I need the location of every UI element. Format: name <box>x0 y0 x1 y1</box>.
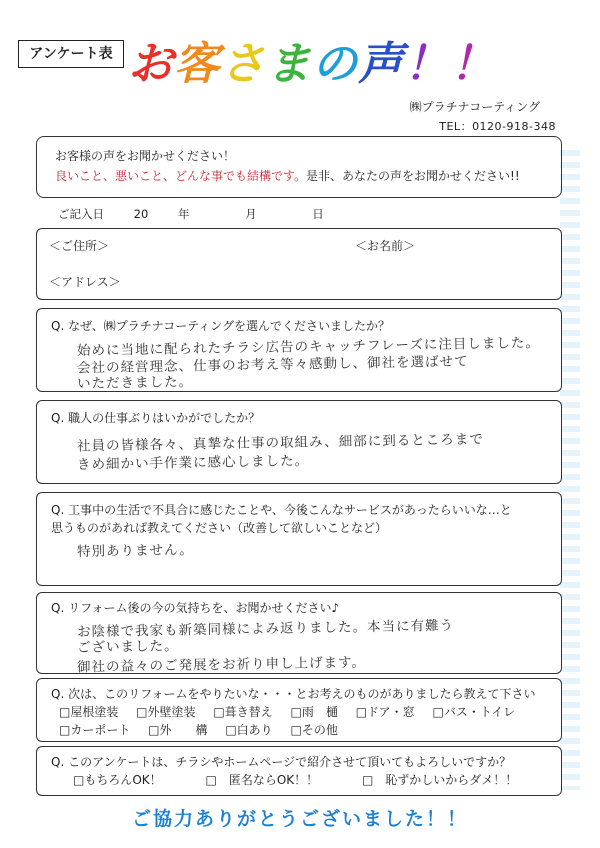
option-no[interactable]: □ 恥ずかしいからダメ！！ <box>361 773 518 787</box>
survey-tag: アンケート表 <box>18 40 124 68</box>
option-bath-toilet[interactable]: □バス・トイレ <box>432 705 516 719</box>
headline-char: ！ <box>404 37 451 90</box>
name-label: ＜お名前＞ <box>355 239 416 253</box>
headline-char: ！ <box>450 37 497 90</box>
intro-line-1: お客様の声をお聞かせください！ <box>55 149 236 163</box>
reform-options-row-2 <box>59 721 352 738</box>
intro-line-2-rest: 是非、あなたの声をお聞かせください!! <box>306 169 520 183</box>
answer-1-line-3: いただきました。 <box>76 373 194 393</box>
email-label: ＜アドレス＞ <box>49 275 121 289</box>
headline-char: の <box>312 37 359 90</box>
headline-char: ま <box>266 37 313 90</box>
entry-date <box>58 206 350 222</box>
answer-4-line-2: ございました。 <box>76 638 179 656</box>
intro-line-2-red: 良いこと、悪いこと、どんな事でも結構です。 <box>55 169 307 183</box>
question-box-4 <box>36 592 562 674</box>
question-5: Q. 次は、このリフォームをやりたいな・・・とお考えのものがありましたら教えて下さい <box>51 687 536 701</box>
answer-4-line-1: お陰様で我家も新築同様によみ返りました。本当に有難う <box>76 617 455 641</box>
thank-you-message: ご協力ありがとうございました！！ <box>131 808 468 830</box>
headline-char: さ <box>220 37 267 90</box>
question-box-3 <box>36 492 562 586</box>
entry-date-year: 年 <box>177 207 190 221</box>
address-label: ＜ご住所＞ <box>49 239 110 253</box>
question-6: Q. このアンケートは、チラシやホームページで紹介させて頂いてもよろしいですか？ <box>51 755 512 769</box>
question-4: Q. リフォーム後の今の気持ちを、お聞かせください♪ <box>51 601 340 615</box>
option-roof-painting[interactable]: □屋根塗装 <box>59 705 119 719</box>
option-reroofing[interactable]: □葺き替え <box>213 705 273 719</box>
publish-options <box>73 771 531 788</box>
headline <box>128 34 528 94</box>
telephone: TEL：0120-918-348 <box>439 120 556 133</box>
option-ok[interactable]: □もちろんOK！ <box>73 773 162 787</box>
intro-banner <box>36 136 562 198</box>
answer-3: 特別ありません。 <box>76 541 194 561</box>
company-name: ㈱プラチナコーティング <box>409 100 540 114</box>
option-other[interactable]: □その他 <box>290 723 338 737</box>
question-box-2 <box>36 400 562 484</box>
option-wall-painting[interactable]: □外壁塗装 <box>136 705 196 719</box>
question-3-line-2: 思うものがあれば教えてください（改善して欲しいことなど） <box>51 521 388 535</box>
question-3-line-1: Q. 工事中の生活で不具合に感じたことや、今後こんなサービスがあったらいいな…と <box>51 503 512 517</box>
answer-4-line-3: 御社の益々のご発展をお祈り申し上げます。 <box>76 654 367 676</box>
option-carport[interactable]: □カーポート <box>59 723 131 737</box>
decorative-stripe <box>560 150 580 790</box>
answer-2-line-2: きめ細かい手作業に感心しました。 <box>76 452 310 474</box>
headline-char: 客 <box>174 37 221 90</box>
question-box-6 <box>36 746 562 796</box>
answer-1-line-2: 会社の経営理念、仕事のお考え等々感動し、御社を選ばせて <box>76 353 469 377</box>
entry-date-day: 日 <box>312 207 324 221</box>
reform-options-row-1 <box>59 703 529 720</box>
question-2: Q. 職人の仕事ぶりはいかがでしたか？ <box>51 411 261 425</box>
option-anonymous-ok[interactable]: □ 匿名ならOK！！ <box>205 773 319 787</box>
entry-date-month: 月 <box>245 207 257 221</box>
address-box <box>36 228 562 300</box>
option-door-window[interactable]: □ドア・窓 <box>355 705 415 719</box>
option-termite[interactable]: □白あり <box>225 723 273 737</box>
question-box-5 <box>36 678 562 742</box>
headline-char: お <box>128 37 175 90</box>
option-exterior[interactable]: □外 構 <box>148 723 208 737</box>
entry-date-label: ご記入日 <box>58 207 104 221</box>
headline-char: 声 <box>358 37 405 90</box>
question-1: Q. なぜ、㈱プラチナコーティングを選んでくださいましたか？ <box>51 319 391 333</box>
answer-2-line-1: 社員の皆様各々、真摯な仕事の取組み、細部に到るところまで <box>76 431 484 455</box>
question-box-1 <box>36 308 562 392</box>
option-gutter[interactable]: □雨 樋 <box>290 705 338 719</box>
answer-1-line-1: 始めに当地に配られたチラシ広告のキャッチフレーズに注目しました。 <box>76 334 540 360</box>
entry-date-year-prefix: 20 <box>133 207 149 221</box>
intro-line-2 <box>55 167 520 184</box>
